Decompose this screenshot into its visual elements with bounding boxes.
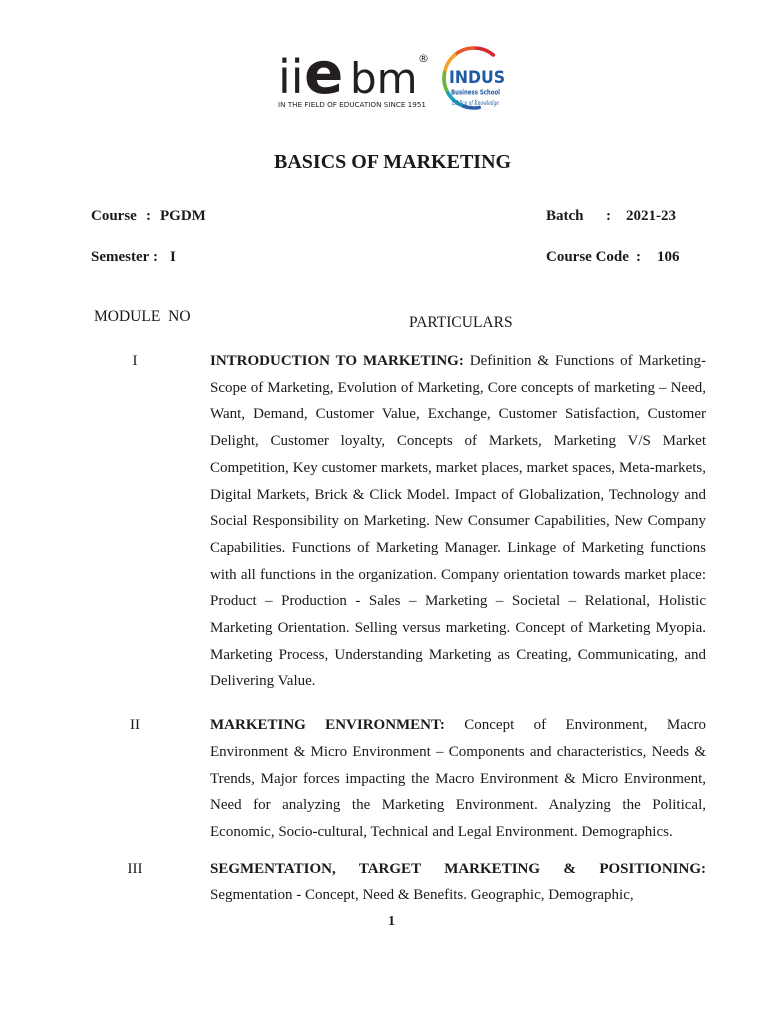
- indus-logo: [436, 42, 510, 116]
- iiebm-logo: [274, 39, 434, 114]
- module-heading: MARKETING ENVIRONMENT:: [210, 717, 445, 734]
- partner-name: INDUS: [449, 68, 505, 88]
- course-separator: :: [146, 208, 151, 224]
- course-value: PGDM: [160, 208, 206, 224]
- batch-label: Batch: [546, 208, 584, 224]
- module-row: [132, 348, 707, 695]
- logo-ring-segment: [474, 48, 493, 55]
- course-label: Course: [91, 208, 137, 224]
- module-description: Concept of Environment, Macro Environment & Micro Environment – Components and characteristics, Needs & Trends, Major forces impacting the Macro Environment & Micro Environment, Need for analyzing the Marketing Environment. Analyzing the Political, Economic, Socio-cultural, Technical and Legal Environment. Demographics.: [210, 717, 707, 840]
- module-heading: INTRODUCTION TO MARKETING:: [210, 353, 464, 369]
- partner-motto: Edifice of Knowledge: [451, 100, 500, 107]
- module-row: [127, 856, 706, 909]
- page-number: 1: [388, 914, 395, 930]
- module-heading: SEGMENTATION, TARGET MARKETING & POSITIONING:: [210, 860, 706, 877]
- course-code-value: 106: [657, 249, 680, 265]
- particulars-header: PARTICULARS: [409, 314, 513, 331]
- batch-separator: :: [606, 208, 611, 224]
- module-description: Segmentation - Concept, Need & Benefits. Geographic, Demographic,: [210, 887, 634, 904]
- module-row: [130, 712, 707, 846]
- logo-ring-segment: [444, 73, 448, 93]
- document-title: BASICS OF MARKETING: [274, 151, 512, 173]
- semester-label: Semester: [91, 249, 150, 265]
- semester-value: I: [170, 249, 176, 265]
- course-code-separator: :: [636, 249, 641, 265]
- logo-ring-segment: [455, 48, 474, 55]
- course-code-label: Course Code: [546, 249, 629, 265]
- batch-value: 2021-23: [626, 208, 676, 224]
- module-list: [0, 348, 768, 930]
- logo-wordmark: iie bm: [278, 39, 418, 107]
- registered-mark: ®: [418, 52, 429, 65]
- module-no-header: MODULE NO: [94, 308, 191, 325]
- partner-subtitle: Business School: [451, 87, 500, 97]
- module-description: Definition & Functions of Marketing-Scope of Marketing, Evolution of Marketing, Core concepts of marketing – Need, Want, Demand, Customer Value, Exchange, Customer Satisfaction, Customer Delight, Customer loyalty, Concepts of Markets, Marketing V/S Market Competition, Key customer markets, market places, market spaces, Meta-markets, Digital Markets, Brick & Click Model. Impact of Globalization, Technology and Social Responsibility on Marketing. New Consumer Capabilities, New Company Capabilities. Functions of Marketing Manager. Linkage of Marketing functions with all functions in the organization. Company orientation towards market place: Product – Production - Sales – Marketing – Societal – Relational, Holistic Marketing Orientation. Selling versus marketing. Concept of Marketing Myopia. Marketing Process, Understanding Marketing as Creating, Communicating, and Delivering Value.: [210, 353, 707, 690]
- logo-tagline: IN THE FIELD OF EDUCATION SINCE 1951: [278, 100, 427, 109]
- module-number: III: [127, 860, 143, 877]
- module-number: I: [132, 353, 138, 369]
- semester-separator: :: [153, 249, 158, 265]
- module-number: II: [130, 717, 140, 734]
